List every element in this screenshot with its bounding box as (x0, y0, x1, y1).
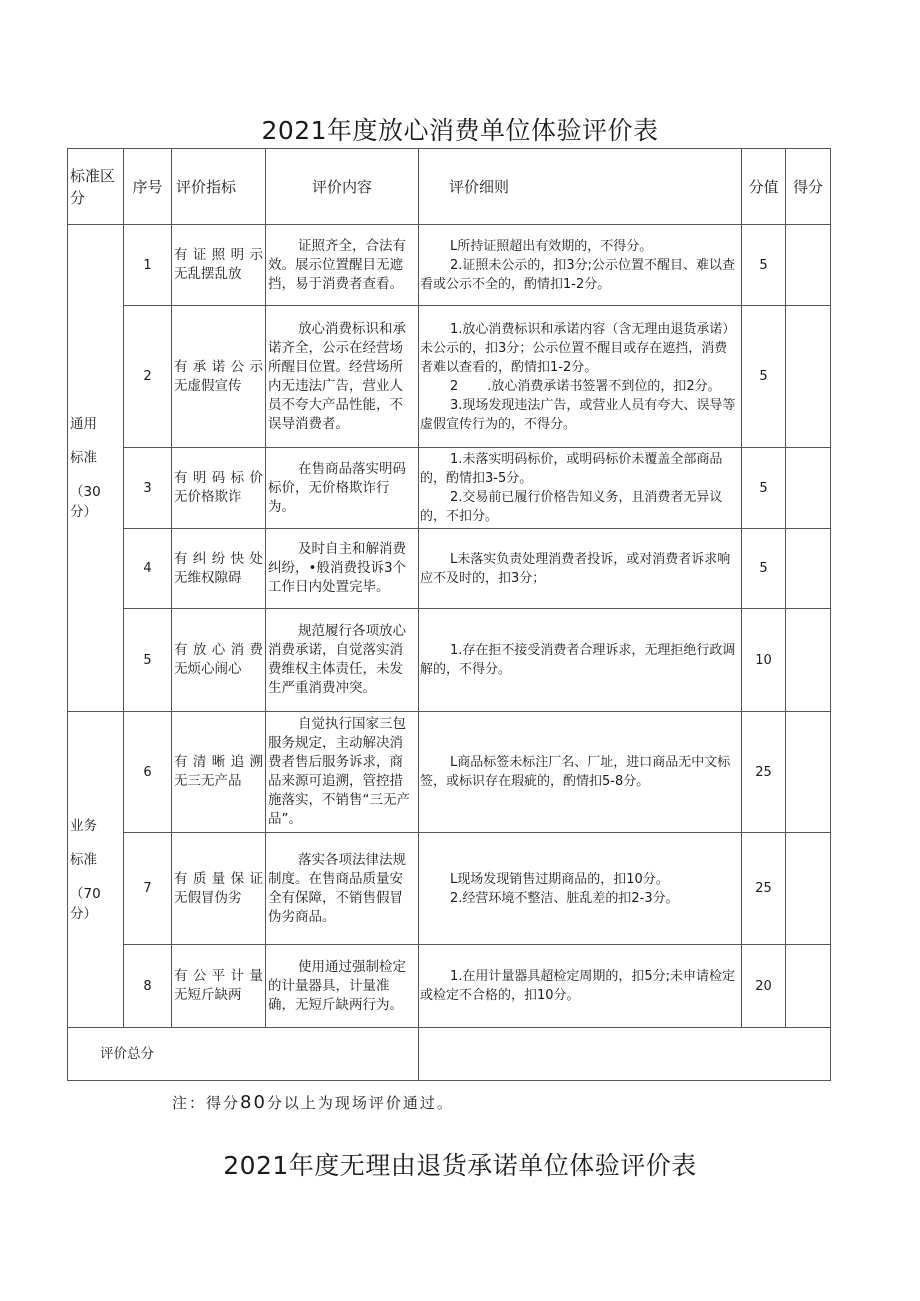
row-indicator: 有纠纷快处 无维权隙碍 (172, 529, 266, 609)
row-indicator: 有承诺公示 无虚假宣传 (172, 306, 266, 448)
row-score: 25 (742, 712, 786, 833)
row-content: 使用通过强制检定的计量器具，计量准确，无短斤缺两行为。 (266, 945, 419, 1028)
row-got-cell[interactable] (786, 448, 831, 529)
row-detail: 1.存在拒不接受消费者合理诉求，无理拒绝行政调解的，不得分。 (419, 609, 742, 712)
row-indicator: 有质量保证 无假冒伪劣 (172, 833, 266, 945)
row-no: 3 (124, 448, 172, 529)
row-no: 7 (124, 833, 172, 945)
table-row (68, 529, 831, 609)
row-got-cell[interactable] (786, 225, 831, 306)
row-content: 规范履行各项放心消费承诺，自觉落实消费维权主体责任，未发生严重消费冲突。 (266, 609, 419, 712)
row-detail: 1.放心消费标识和承诺内容（含无理由退货承诺）未公示的，扣3分；公示位置不醒目或存在遮挡，消费者难以查看的，酌情扣1-2分。 2 .放心消费承诺书签署不到位的，扣2分。 3.现场发现违法广告，或营业人员有夸大、误导等虚假宣传行为的，不得分。 (419, 306, 742, 448)
second-table-title: 2021年度无理由退货承诺单位体验评价表 (223, 1151, 697, 1180)
table-row (68, 945, 831, 1028)
row-got-cell[interactable] (786, 529, 831, 609)
evaluation-table (67, 148, 831, 1081)
row-content: 证照齐全，合法有效。展示位置醒目无遮挡，易于消费者查看。 (266, 225, 419, 306)
row-no: 5 (124, 609, 172, 712)
row-indicator: 有清晰追溯 无三无产品 (172, 712, 266, 833)
row-content: 及时自主和解消费纠纷，•般消费投诉3个工作日内处置完毕。 (266, 529, 419, 609)
row-no: 2 (124, 306, 172, 448)
row-got-cell[interactable] (786, 306, 831, 448)
header-content: 评价内容 (266, 149, 419, 225)
table-row (68, 712, 831, 833)
row-content: 落实各项法律法规制度。在售商品质量安全有保障，不销售假冒伪劣商品。 (266, 833, 419, 945)
row-content: 放心消费标识和承诺齐全，公示在经营场所醒目位置。经营场所内无违法广告，营业人员不夸大产品性能，不误导消费者。 (266, 306, 419, 448)
row-score: 5 (742, 225, 786, 306)
footnote: 注：得分80分以上为现场评价通过。 (172, 1092, 454, 1113)
table-header-row (68, 149, 831, 225)
row-content: 在售商品落实明码标价，无价格欺诈行为。 (266, 448, 419, 529)
row-score: 5 (742, 448, 786, 529)
row-detail: L商品标签未标注厂名、厂址，进口商品无中文标签，或标识存在瑕疵的，酌情扣5-8分。 (419, 712, 742, 833)
row-indicator: 有证照明示 无乱摆乱放 (172, 225, 266, 306)
row-detail: 1.在用计量器具超检定周期的，扣5分;未申请检定或检定不合格的，扣10分。 (419, 945, 742, 1028)
total-label: 评价总分 (68, 1028, 419, 1081)
row-content: 自觉执行国家三包服务规定，主动解决消费者售后服务诉求，商品来源可追溯，管控措施落实，不销售“三无产品”。 (266, 712, 419, 833)
row-detail: 1.未落实明码标价，或明码标价未覆盖全部商品的，酌情扣3-5分。 2.交易前已履行价格告知义务，且消费者无异议的，不扣分。 (419, 448, 742, 529)
header-category: 标准区分 (68, 149, 124, 225)
row-indicator: 有放心消费 无烦心闹心 (172, 609, 266, 712)
total-row (68, 1028, 831, 1081)
row-score: 20 (742, 945, 786, 1028)
table-row (68, 609, 831, 712)
page-title: 2021年度放心消费单位体验评价表 (261, 116, 659, 145)
total-score-cell[interactable] (419, 1028, 831, 1081)
row-indicator: 有明码标价 无价格欺诈 (172, 448, 266, 529)
row-indicator: 有公平计量 无短斤缺两 (172, 945, 266, 1028)
category-business: 业务 标准 （70 分） (68, 712, 124, 1028)
header-no: 序号 (124, 149, 172, 225)
table-row (68, 833, 831, 945)
row-score: 5 (742, 529, 786, 609)
row-score: 5 (742, 306, 786, 448)
row-got-cell[interactable] (786, 945, 831, 1028)
row-no: 4 (124, 529, 172, 609)
row-got-cell[interactable] (786, 609, 831, 712)
row-score: 25 (742, 833, 786, 945)
row-detail: L所持证照超出有效期的，不得分。 2.证照未公示的，扣3分;公示位置不醒目、难以查看或公示不全的，酌情扣1-2分。 (419, 225, 742, 306)
row-no: 1 (124, 225, 172, 306)
table-row (68, 448, 831, 529)
row-detail: L未落实负责处理消费者投诉，或对消费者诉求响应不及时的，扣3分； (419, 529, 742, 609)
row-detail: L现场发现销售过期商品的，扣10分。 2.经营环境不整洁、脏乱差的扣2-3分。 (419, 833, 742, 945)
row-no: 8 (124, 945, 172, 1028)
row-no: 6 (124, 712, 172, 833)
category-general: 通用 标准 （30 分） (68, 225, 124, 712)
header-got: 得分 (786, 149, 831, 225)
row-got-cell[interactable] (786, 833, 831, 945)
header-detail: 评价细则 (419, 149, 742, 225)
row-got-cell[interactable] (786, 712, 831, 833)
row-score: 10 (742, 609, 786, 712)
header-indicator: 评价指标 (172, 149, 266, 225)
table-row (68, 225, 831, 306)
table-row (68, 306, 831, 448)
header-score: 分值 (742, 149, 786, 225)
